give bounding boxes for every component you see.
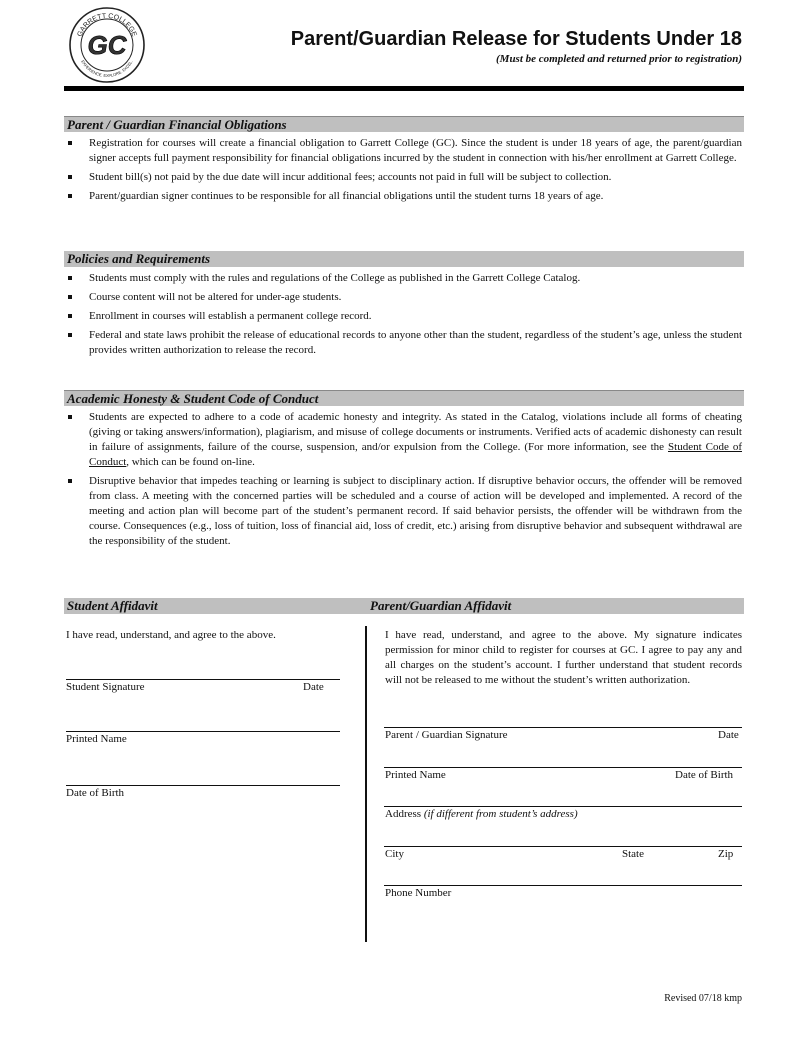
student-code-of-conduct-link[interactable]: Student Code of Conduct (89, 441, 742, 468)
list-item: Federal and state laws prohibit the release of educational records to anyone other than the student, regardless of the student’s age, unless the student provides written authorization to release the record. (64, 328, 742, 358)
parent-signature-line[interactable] (384, 727, 742, 728)
affidavit-divider (365, 626, 367, 942)
student-dob-label: Date of Birth (66, 787, 125, 799)
list-item: Student bill(s) not paid by the due date will incur additional fees; accounts not paid in full will be subject to collection. (64, 170, 742, 185)
page-subtitle: (Must be completed and returned prior to registration) (496, 53, 742, 65)
student-affidavit-heading: Student Affidavit (67, 598, 158, 613)
student-printed-name-line[interactable] (66, 731, 340, 732)
logo-initials: GC (87, 30, 127, 60)
financial-list (64, 136, 742, 208)
parent-phone-line[interactable] (384, 885, 742, 886)
student-dob-line[interactable] (66, 785, 340, 786)
bullet-icon (68, 295, 72, 299)
bullet-icon (68, 141, 72, 145)
parent-zip-label: Zip (718, 848, 734, 860)
list-item: Enrollment in courses will establish a permanent college record. (64, 309, 742, 324)
section-heading-policies: Policies and Requirements (64, 251, 744, 267)
student-printed-name-label: Printed Name (66, 733, 127, 745)
affidavit-heading-bar (64, 598, 744, 614)
parent-phone-label: Phone Number (385, 887, 452, 899)
parent-address-line[interactable] (384, 806, 742, 807)
page-title: Parent/Guardian Release for Students Under 18 (290, 28, 742, 50)
parent-printed-name-line[interactable] (384, 767, 742, 768)
parent-city-state-zip-line[interactable] (384, 846, 742, 847)
list-item: Students are expected to adhere to a code of academic honesty and integrity. As stated in the Catalog, violations include all forms of cheating (giving or taking answers/information), plagiarism, and misuse of college documents or instruments. Verified acts of academic dishonesty can result in failure of assignments, failure of the course, suspension, and/or expulsion from the College. (For more information, see the Student Code of Conduct, which can be found on-line. (64, 410, 742, 470)
bullet-icon (68, 194, 72, 198)
parent-date-label: Date (718, 729, 739, 741)
section-heading-honesty: Academic Honesty & Student Code of Conduct (64, 390, 744, 406)
section-heading-financial: Parent / Guardian Financial Obligations (64, 116, 744, 132)
parent-affidavit-heading: Parent/Guardian Affidavit (370, 598, 512, 613)
student-signature-label: Student Signature (66, 681, 145, 693)
address-note: (if different from student’s address) (423, 808, 578, 820)
policies-list (64, 271, 742, 362)
list-item: Parent/guardian signer continues to be responsible for all financial obligations until the student turns 18 years of age. (64, 189, 742, 204)
parent-state-label: State (622, 848, 644, 860)
revision-note: Revised 07/18 kmp (664, 993, 742, 1004)
bullet-icon (68, 479, 72, 483)
list-item: Course content will not be altered for under-age students. (64, 290, 742, 305)
parent-signature-label: Parent / Guardian Signature (385, 729, 508, 741)
parent-statement: I have read, understand, and agree to the above. My signature indicates permission for minor child to register for courses at GC. I agree to pay any and all charges on the student’s account. I further understand that student records will not be released to me without the student’s written authorization. (385, 629, 742, 686)
parent-dob-label: Date of Birth (675, 769, 734, 781)
student-statement: I have read, understand, and agree to the above. (66, 629, 276, 641)
logo-top-text: GARRETT COLLEGE (76, 12, 138, 38)
student-signature-line[interactable] (66, 679, 340, 680)
bullet-icon (68, 333, 72, 337)
header-rule (64, 86, 744, 91)
honesty-list (64, 410, 742, 553)
logo-bottom-text: EXPERIENCE. EXPLORE. EXCEL. (80, 59, 134, 79)
parent-city-label: City (385, 848, 404, 860)
list-item: Students must comply with the rules and regulations of the College as published in the Garrett College Catalog. (64, 271, 742, 286)
bullet-icon (68, 175, 72, 179)
parent-printed-name-label: Printed Name (385, 769, 446, 781)
student-date-label: Date (303, 681, 324, 693)
bullet-icon (68, 276, 72, 280)
parent-address-label: Address (if different from student’s address) (385, 808, 578, 820)
garrett-college-logo (68, 6, 146, 84)
list-item: Disruptive behavior that impedes teaching or learning is subject to disciplinary action. If disruptive behavior occurs, the offender will be removed from class. A meeting with the concerned parties will be scheduled and a course of action will be developed and implemented. A record of the meeting and action plan will become part of the student’s permanent record. If said behavior persists, the offender will be withdrawn from the course. Consequences (e.g., loss of tuition, loss of financial aid, loss of credit, etc.) arising from disruptive behavior and subsequent withdrawal are the responsibility of the student. (64, 474, 742, 549)
list-item: Registration for courses will create a financial obligation to Garrett College (GC). Since the student is under 18 years of age, the parent/guardian signer accepts full payment responsibility for financial obligations incurred by the student in connection with his/her enrollment at Garrett College. (64, 136, 742, 166)
bullet-icon (68, 415, 72, 419)
bullet-icon (68, 314, 72, 318)
